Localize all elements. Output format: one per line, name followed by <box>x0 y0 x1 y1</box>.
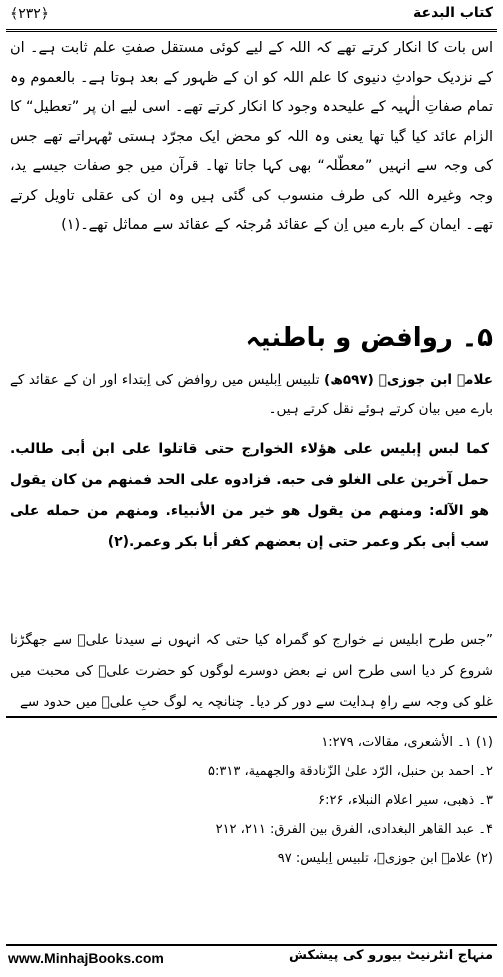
book-title: کتاب البدعة <box>413 5 493 21</box>
footnote: ۴۔ عبد القاهر البغدادی، الفرق بین الفرق: ۲۱۱، ۲۱۲ <box>215 822 493 837</box>
paragraph-3: ”جس طرح ابلیس نے خوارج کو گمراہ کیا حتی کہ انہوں نے سیدنا علیؓ سے جھگڑنا شروع کر دیا اسی طرح اس نے بعض دوسرے لوگوں کو حضرت علیؓ کی محبت میں غلو کی وجہ سے راہِ ہدایت سے دور کر دیا۔ چنانچہ یہ لوگ حبِ علیؓ میں حدود سے <box>10 632 493 710</box>
arabic-quote: كما لبس إبليس على هؤلاء الخوارج حتى قاتلوا على ابن أبى طالب. حمل آخرين على الغلو فى حبه. فزادوه على الحد فمنهم من كان يقول هو الآله: ومنهم من يقول هو خير من الأنبياء. ومنهم من حمله على سب أبى بكر وعمر حتى إن بعضهم كفر أبا بكر وعمر.(۲) <box>10 441 489 550</box>
footnote-divider <box>6 716 497 718</box>
page-number: ﴾۲۳۲﴿ <box>10 6 49 22</box>
footer-tagline: منہاج انٹرنیٹ بیورو کی پیشکش <box>289 948 493 963</box>
footnotes <box>10 728 493 873</box>
author-reference: علامہ ابن جوزیؒ (۵۹۷ھ) <box>324 372 493 388</box>
paragraph-2 <box>10 366 493 424</box>
header-divider <box>6 29 497 32</box>
footnote: ۳۔ ذهبی، سیر اعلام النبلاء، ۶:۲۶ <box>318 793 493 808</box>
paragraph-1: اس بات کا انکار کرتے تھے کہ اللہ کے لیے کوئی مستقل صفتِ علم ثابت ہے۔ ان کے نزدیک حوادثِ دنیوی کا علم اللہ کو ان کے ظہور کے بعد ہوتا ہے۔ بالعموم وہ تمام صفاتِ الٰہیہ کے علیحدہ وجود کا انکار کرتے تھے۔ اسی لیے ان پر ”تعطیل“ کا الزام عائد کیا گیا تھا یعنی وہ اللہ کو محض ایک مجرّد ہستی ٹھہراتے تھے جس کی وجہ سے انہیں ”معطّلہ“ بھی کہا جاتا تھا۔ قرآن میں جو صفات جیسے ید، وجہ وغیرہ اللہ کی طرف منسوب کی گئی ہیں وہ ان کی عقلی تاویل کرتے تھے۔ ایمان کے بارے میں اِن کے عقائد مُرجئہ کے عقائد سے مماثل تھے۔(۱) <box>10 40 493 233</box>
footnote: ۲۔ احمد بن حنبل، الرّد علیٰ الزّنادقة والجهمية، ۵:۳۱۳ <box>208 764 493 779</box>
footnote: (۱) ۱۔ الأشعری، مقالات، ۱:۲۷۹ <box>321 735 493 750</box>
section-title: ۵۔ روافض و باطنیہ <box>245 323 493 353</box>
footer-website-link[interactable]: www.MinhajBooks.com <box>8 950 164 966</box>
footer-divider <box>6 944 497 946</box>
paragraph-2-text: تلبیس اِبلیس میں روافض کی اِبتداء اور ان کے عقائد کے بارے میں بیان کرتے ہوئے نقل کرتے ہیں۔ <box>10 372 493 417</box>
footnote: (۲) علامہ ابن جوزیؒ، تلبیس اِبلیس: ۹۷ <box>277 851 493 866</box>
page-header <box>0 0 503 30</box>
